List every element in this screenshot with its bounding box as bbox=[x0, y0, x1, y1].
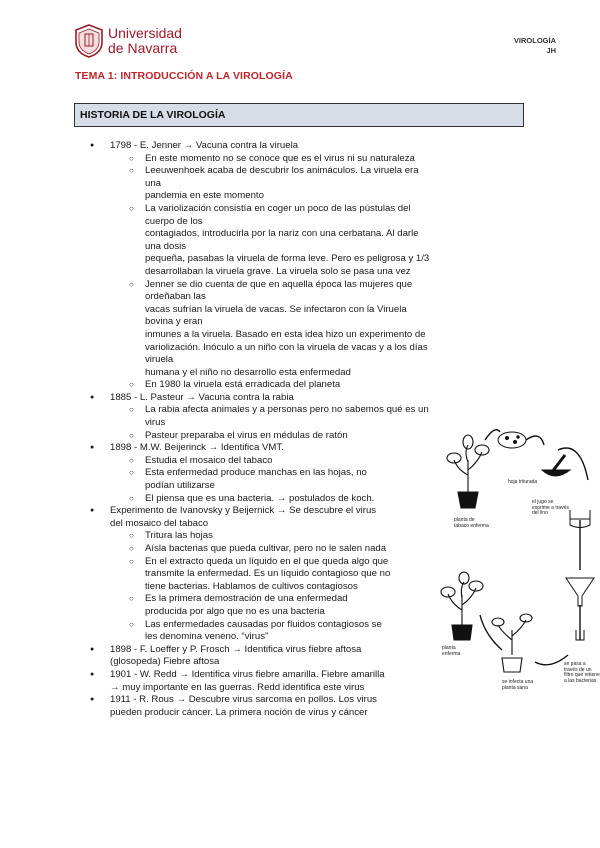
sub-bullet-item: ○ La variolización consistía en coger un poco de las pústulas del cuerpo de los bbox=[80, 203, 435, 228]
sub-bullet-item: ○ Aísla bacterias que pueda cultivar, pero no le salen nada bbox=[80, 543, 435, 556]
bullet-item: ● 1885 - L. Pasteur → Vacuna contra la rabia bbox=[80, 392, 435, 405]
bullet-item: ● 1898 - M.W. Beijerinck → Identifica VMT. bbox=[80, 442, 435, 455]
text-line: desarrollaban la viruela grave. La viruela solo se pasa una vez bbox=[145, 265, 411, 277]
text-line: (glosopeda) Fiebre aftosa bbox=[110, 656, 220, 668]
text-line: pueden producir cáncer. La primera noción de virus y cáncer bbox=[110, 706, 368, 718]
bullet-item: ● 1898 - F. Loeffer y P. Frosch → Identifica virus fiebre aftosa bbox=[80, 644, 435, 657]
university-name: Universidad de Navarra bbox=[108, 25, 182, 56]
sub-bullet-item: ○ Las enfermedades causadas por fluidos contagiosos se bbox=[80, 619, 435, 632]
sub-bullet-item: ○ En 1980 la viruela está erradicada del planeta bbox=[80, 379, 435, 392]
text-line: del mosaico del tabaco bbox=[110, 517, 209, 529]
bullet-item: ● 1798 - E. Jenner → Vacuna contra la viruela bbox=[80, 140, 435, 153]
text-line: producida por algo que no es una bacteria bbox=[145, 605, 325, 617]
sub-bullet-item: ○ Pasteur preparaba el virus en médulas de ratón bbox=[80, 430, 435, 443]
mortar-icon bbox=[542, 455, 570, 476]
author-initials: JH bbox=[546, 46, 556, 55]
text-line: → muy importante en las guerras. Redd identifica este virus bbox=[110, 681, 365, 693]
sub-bullet-item: ○ Leeuwenhoek acaba de descubrir los animáculos. La viruela era una bbox=[80, 165, 435, 190]
sub-bullet-item: ○ El piensa que es una bacteria. → postulados de koch. bbox=[80, 493, 435, 506]
sub-bullet-item: ○ Tritura las hojas bbox=[80, 530, 435, 543]
sick-plant-icon bbox=[447, 435, 489, 508]
bullet-item: ● 1901 - W. Redd → Identifica virus fiebre amarilla. Fiebre amarilla bbox=[80, 669, 435, 682]
label-crushed-leaf: hoja triturada bbox=[508, 479, 538, 485]
label-infect-healthy: se infecta una planta sana bbox=[502, 679, 534, 691]
healthy-plant-icon bbox=[492, 614, 532, 672]
text-line: inmunes a la viruela. Basado en esta idea hizo un experimento de bbox=[145, 328, 426, 340]
cycle-arrows bbox=[480, 430, 588, 665]
bullet-item: ● Experimento de Ivanovsky y Beijernick → Se descubre el virus bbox=[80, 505, 435, 518]
label-juice-squeezed: el jugo se exprime a través del lino bbox=[532, 499, 569, 517]
text-line: variolización. Inóculo a un niño con la viruela de vacas y a los días viruela bbox=[145, 341, 428, 366]
document-header-info bbox=[514, 36, 556, 56]
sub-bullet-item: ○ Esta enfermedad produce manchas en las hojas, no bbox=[80, 467, 435, 480]
section-header-box bbox=[74, 103, 524, 127]
text-line: pequeña, pasabas la viruela de forma leve. Pero es peligrosa y 1/3 bbox=[145, 253, 430, 265]
bullet-item: ● 1911 - R. Rous → Descubre virus sarcoma en pollos. Los virus bbox=[80, 694, 435, 707]
university-logo bbox=[74, 22, 194, 62]
text-line: les denomina veneno. “virus” bbox=[145, 631, 269, 643]
subject-label: VIROLOGÍA bbox=[513, 36, 556, 45]
sub-bullet-item: ○ La rabia afecta animales y a personas pero no sabemos qué es un virus bbox=[80, 404, 435, 429]
label-sick-tobacco-plant: planta de tabaco enferma bbox=[454, 517, 489, 529]
experiment-diagram bbox=[440, 400, 600, 705]
sub-bullet-item: ○ En el extracto queda un líquido en el que queda algo que bbox=[80, 556, 435, 569]
sub-bullet-item: ○ Estudia el mosaico del tabaco bbox=[80, 455, 435, 468]
tobacco-mosaic-experiment-figure bbox=[440, 400, 600, 705]
text-line: podían utilizarse bbox=[145, 480, 215, 492]
text-line: contagiados, introducirla por la nariz con una cerbatana. Al darle una dosis bbox=[145, 228, 419, 252]
label-sick-plant: planta enferma bbox=[442, 645, 461, 657]
section-title: HISTORIA DE LA VIROLOGÍA bbox=[80, 109, 226, 121]
text-line: humana y el niño no desarrollo esta enfermedad bbox=[145, 366, 351, 378]
text-line: vacas sufrían la viruela de vacas. Se infectaron con la Viruela bovina y eran bbox=[145, 303, 407, 328]
sub-bullet-item: ○ En este momento no se conoce que es el virus ni su naturaleza bbox=[80, 153, 435, 166]
text-line: transmite la enfermedad. Es un líquido contagioso que no bbox=[145, 568, 391, 580]
sub-bullet-item: ○ Jenner se dio cuenta de que en aquella época las mujeres que ordeñaban las bbox=[80, 279, 435, 304]
topic-title: TEMA 1: INTRODUCCIÓN A LA VIROLOGÍA bbox=[75, 70, 293, 82]
label-filtered: se pasa a través de un filtro que retiene a las bacterias bbox=[564, 661, 600, 684]
infected-plant-icon bbox=[441, 572, 483, 640]
text-line: tiene bacterias. Hablamos de cultivos contagiosos bbox=[145, 580, 358, 592]
crushed-leaf-icon bbox=[498, 432, 526, 448]
sub-bullet-item: ○ Es la primera demostración de una enfermedad bbox=[80, 593, 435, 606]
text-line: pandemia en este momento bbox=[145, 190, 264, 202]
university-seal-icon bbox=[74, 24, 104, 58]
history-list bbox=[80, 140, 435, 719]
